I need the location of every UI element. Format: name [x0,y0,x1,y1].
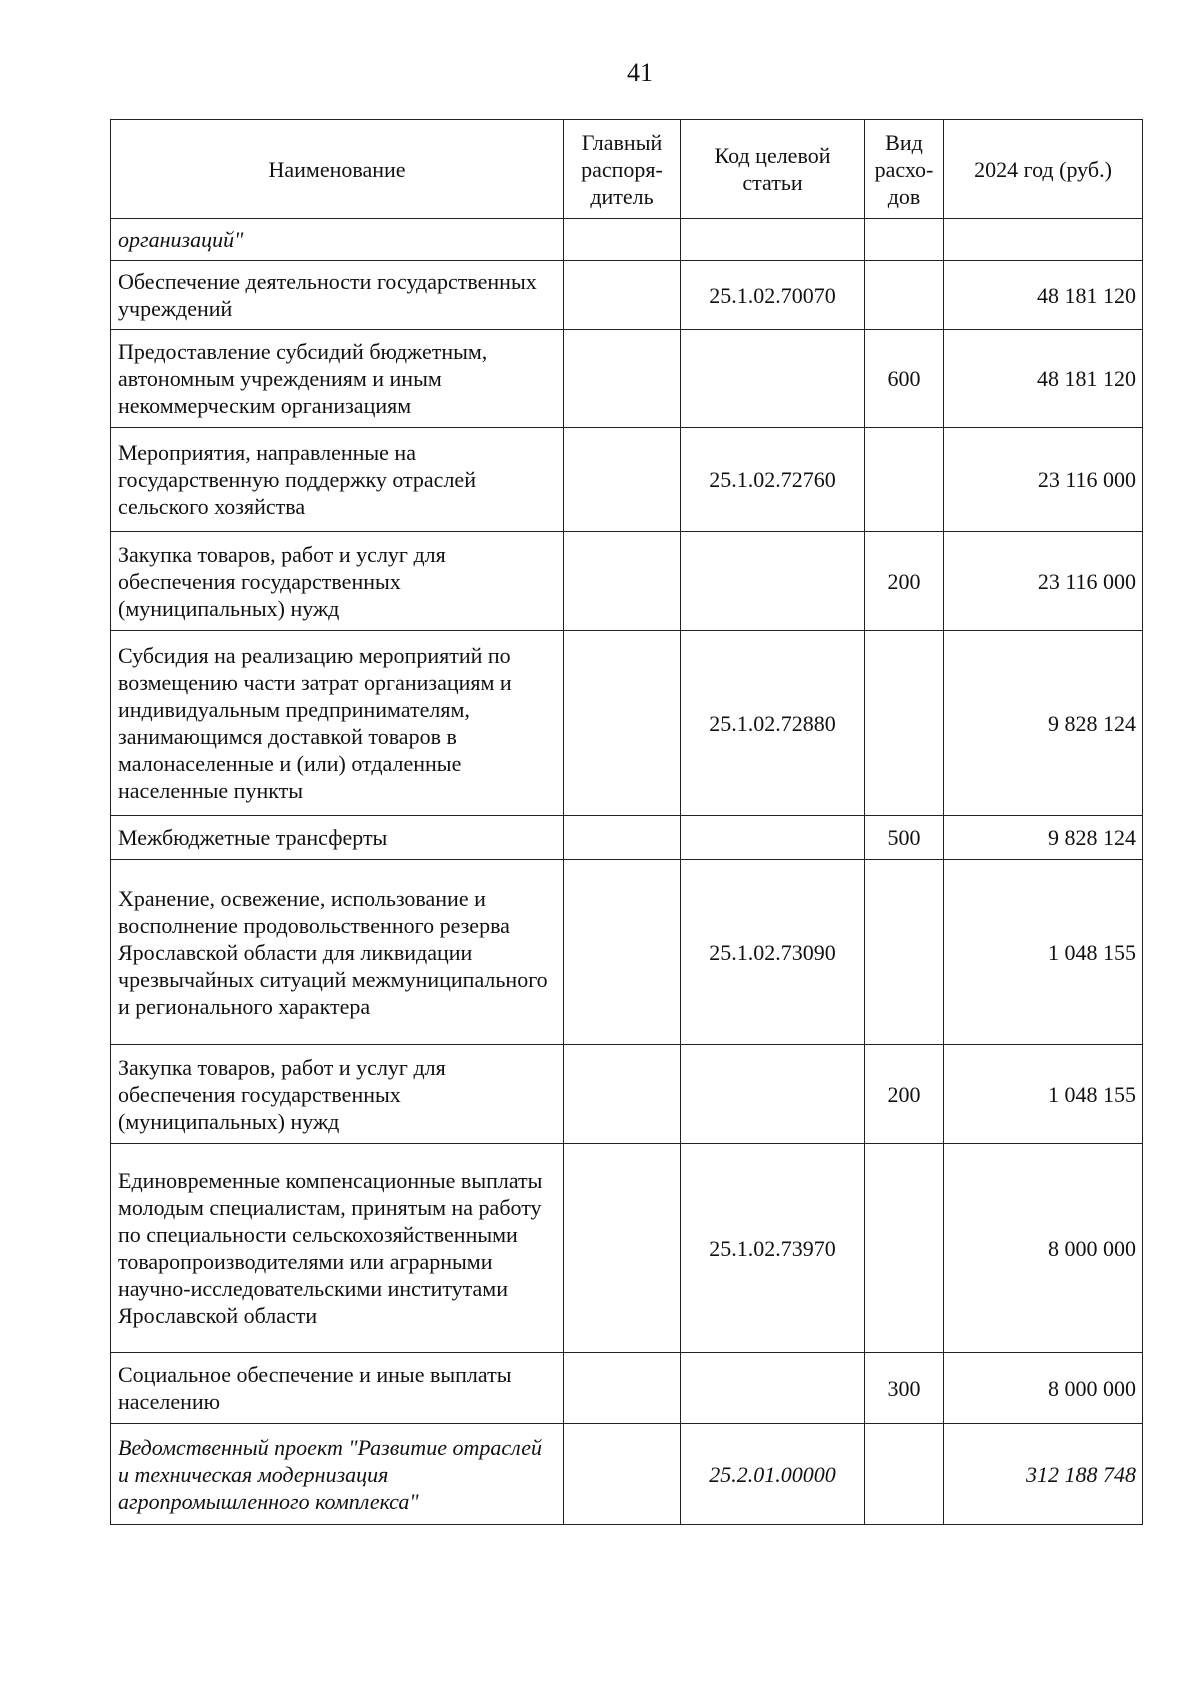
table-row [111,428,1143,532]
cell-name: Хранение, освежение, использование и восполнение продовольственного резерва Ярославской области для ликвидации чрезвычайных ситуаций межмуниципального и регионального характера [111,860,564,1045]
cell-type: 300 [865,1353,944,1424]
cell-main [564,428,681,532]
cell-code [681,330,865,428]
table-row [111,816,1143,860]
table-row [111,532,1143,631]
table-row [111,219,1143,261]
cell-main [564,1424,681,1525]
cell-name: Субсидия на реализацию мероприятий по возмещению части затрат организациям и индивидуальным предпринимателям, занимающимся доставкой товаров в малонаселенные и (или) отдаленные населенные пункты [111,631,564,816]
table-row [111,860,1143,1045]
cell-name: Обеспечение деятельности государственных учреждений [111,261,564,330]
cell-name: Предоставление субсидий бюджетным, автономным учреждениям и иным некоммерческим организациям [111,330,564,428]
table-row [111,330,1143,428]
cell-type: 500 [865,816,944,860]
cell-type: 600 [865,330,944,428]
cell-code: 25.1.02.73090 [681,860,865,1045]
cell-sum: 23 116 000 [944,532,1143,631]
header-main-manager: Главный распоря-дитель [564,120,681,219]
cell-main [564,816,681,860]
cell-type [865,428,944,532]
cell-type: 200 [865,532,944,631]
cell-sum: 8 000 000 [944,1353,1143,1424]
cell-sum: 1 048 155 [944,1045,1143,1144]
cell-type [865,860,944,1045]
cell-main [564,261,681,330]
cell-code: 25.1.02.70070 [681,261,865,330]
cell-code: 25.1.02.73970 [681,1144,865,1353]
table-row [111,1424,1143,1525]
budget-table [110,119,1143,1525]
cell-type [865,631,944,816]
cell-type: 200 [865,1045,944,1144]
cell-main [564,1045,681,1144]
cell-sum: 23 116 000 [944,428,1143,532]
table-row [111,1144,1143,1353]
cell-code: 25.2.01.00000 [681,1424,865,1525]
cell-main [564,631,681,816]
cell-sum: 312 188 748 [944,1424,1143,1525]
cell-type [865,219,944,261]
cell-sum: 48 181 120 [944,330,1143,428]
cell-type [865,261,944,330]
cell-main [564,219,681,261]
cell-sum: 8 000 000 [944,1144,1143,1353]
cell-code: 25.1.02.72760 [681,428,865,532]
cell-code [681,816,865,860]
table-header-row [111,120,1143,219]
cell-name: Межбюджетные трансферты [111,816,564,860]
cell-sum: 48 181 120 [944,261,1143,330]
cell-code [681,1353,865,1424]
cell-sum [944,219,1143,261]
table-body [111,219,1143,1525]
cell-main [564,330,681,428]
header-target-code: Код целевой статьи [681,120,865,219]
cell-name: организаций" [111,219,564,261]
cell-name: Закупка товаров, работ и услуг для обеспечения государственных (муниципальных) нужд [111,1045,564,1144]
cell-code [681,532,865,631]
cell-name: Закупка товаров, работ и услуг для обеспечения государственных (муниципальных) нужд [111,532,564,631]
cell-main [564,1144,681,1353]
cell-name: Социальное обеспечение и иные выплаты населению [111,1353,564,1424]
cell-code [681,219,865,261]
cell-code: 25.1.02.72880 [681,631,865,816]
cell-code [681,1045,865,1144]
cell-name: Ведомственный проект "Развитие отраслей и техническая модернизация агропромышленного комплекса" [111,1424,564,1525]
cell-type [865,1424,944,1525]
header-name: Наименование [111,120,564,219]
cell-sum: 9 828 124 [944,816,1143,860]
table-row [111,1045,1143,1144]
cell-type [865,1144,944,1353]
cell-name: Мероприятия, направленные на государственную поддержку отраслей сельского хозяйства [111,428,564,532]
header-year-sum: 2024 год (руб.) [944,120,1143,219]
page-number: 41 [627,58,653,87]
table-row [111,631,1143,816]
cell-main [564,860,681,1045]
cell-main [564,1353,681,1424]
cell-sum: 9 828 124 [944,631,1143,816]
table-row [111,1353,1143,1424]
table-row [111,261,1143,330]
cell-name: Единовременные компенсационные выплаты молодым специалистам, принятым на работу по специальности сельскохозяйственными товаропроизводителями или аграрными научно-исследовательскими институтами Ярославской области [111,1144,564,1353]
header-expense-type: Вид расхо-дов [865,120,944,219]
cell-sum: 1 048 155 [944,860,1143,1045]
cell-main [564,532,681,631]
